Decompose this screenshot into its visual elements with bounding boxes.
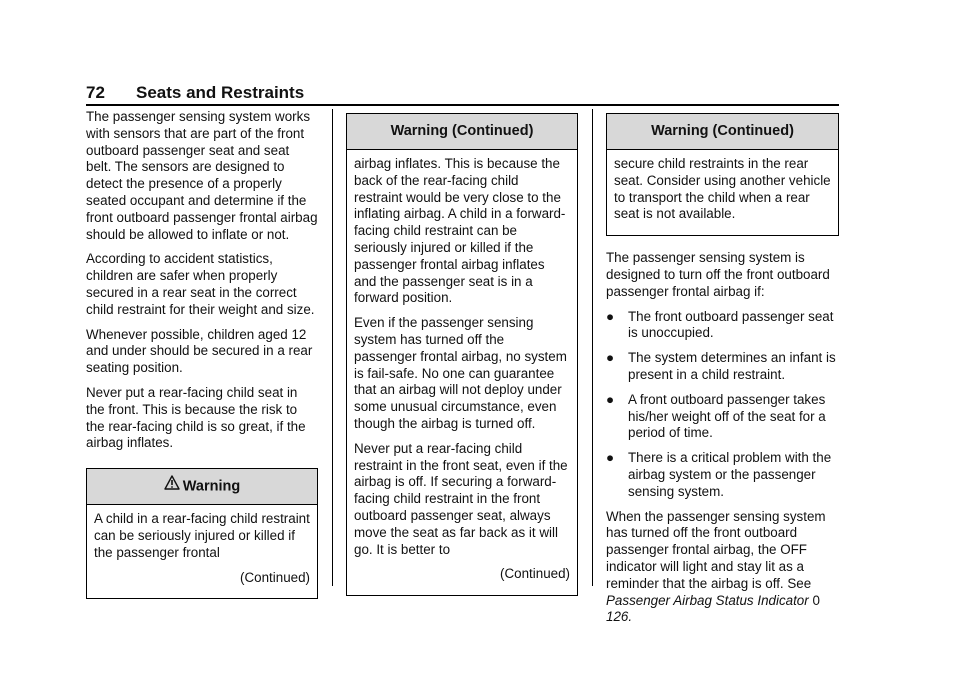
warning-text: A child in a rear-facing child restraint can be seriously injured or killed if the passenger frontal <box>94 511 310 560</box>
page-number: 72 <box>86 83 105 102</box>
warning-body <box>607 150 838 235</box>
warning-body <box>347 150 577 595</box>
list-item: ● There is a critical problem with the airbag system or the passenger sensing system. <box>606 450 832 499</box>
bullet-icon: ● <box>606 308 615 324</box>
warning-box-continued <box>606 113 839 236</box>
closing-paragraph <box>606 509 839 627</box>
warning-box <box>86 468 318 599</box>
paragraph: Never put a rear-facing child seat in the front. This is because the risk to the rear-facing child is so great, if the airbag inflates. <box>86 384 306 451</box>
warning-header: Warning (Continued) <box>347 114 577 150</box>
bullet-list <box>606 309 839 501</box>
bullet-icon: ● <box>606 450 615 466</box>
continued-label: (Continued) <box>240 569 310 585</box>
closing-text: When the passenger sensing system has turned off the front outboard passenger frontal airbag, the OFF indicator will light and stay lit as a reminder that the airbag is off. See <box>606 508 826 591</box>
warning-paragraph: Even if the passenger sensing system has turned off the passenger frontal airbag, no system is fail-safe. No one can guarantee that an airbag will not deploy under some unusual circumstance, even though the airbag is turned off. <box>354 315 567 431</box>
warning-paragraph: Never put a rear-facing child restraint in the front seat, even if the airbag is off. If securing a forward-facing child restraint in the front outboard passenger seat, always move the seat as far back as it will go. It is better to <box>354 440 568 557</box>
list-item: ● The system determines an infant is present in a child restraint. <box>606 350 836 382</box>
column-divider <box>592 109 593 586</box>
paragraph: The passenger sensing system works with sensors that are part of the front outboard passenger seat and seat belt. The sensors are designed to detect the presence of a properly seated occupant and determine if the front outboard passenger frontal airbag should be allowed to inflate or not. <box>86 109 318 242</box>
warning-triangle-icon <box>164 469 180 504</box>
cross-reference-page[interactable]: 126. <box>606 609 633 625</box>
warning-header <box>87 469 317 505</box>
intro-paragraph: The passenger sensing system is designed to turn off the front outboard passenger frontal airbag if: <box>606 250 830 299</box>
warning-paragraph: airbag inflates. This is because the back of the rear-facing child restraint would be very close to the inflating airbag. A child in a forward-facing child restraint can be seriously injured or killed if the passenger frontal airbag inflates and the passenger seat is in a forward position. <box>354 156 566 306</box>
column-2 <box>346 113 578 596</box>
warning-title: Warning <box>182 478 241 495</box>
page-ref-icon: 0 <box>812 592 820 608</box>
paragraph: Whenever possible, children aged 12 and under should be secured in a rear seating position. <box>86 326 313 376</box>
paragraph: According to accident statistics, children are safer when properly secured in a rear seat in the correct child restraint for their weight and size. <box>86 251 315 317</box>
bullet-icon: ● <box>606 350 615 366</box>
list-item: ● The front outboard passenger seat is unoccupied. <box>606 308 834 341</box>
column-3 <box>606 113 839 634</box>
warning-body <box>87 505 317 598</box>
cross-reference-link[interactable]: Passenger Airbag Status Indicator <box>606 592 809 608</box>
warning-header: Warning (Continued) <box>607 114 838 150</box>
warning-text: secure child restraints in the rear seat. Consider using another vehicle to transport the child when a rear seat is not available. <box>614 156 831 222</box>
column-divider <box>332 109 333 586</box>
header-rule <box>86 104 839 106</box>
list-item: ● A front outboard passenger takes his/her weight off of the seat for a period of time. <box>606 391 826 441</box>
section-title: Seats and Restraints <box>136 83 305 102</box>
page-header <box>86 83 839 105</box>
column-1 <box>86 109 318 599</box>
continued-label: (Continued) <box>500 566 570 582</box>
warning-box-continued <box>346 113 578 596</box>
bullet-icon: ● <box>606 391 615 407</box>
